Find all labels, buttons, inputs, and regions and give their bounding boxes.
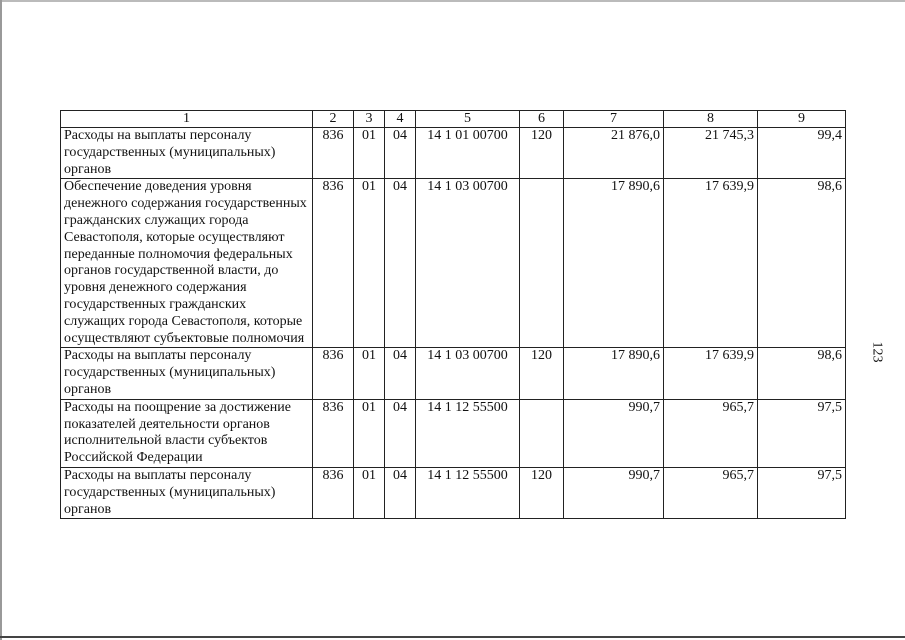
row-target-article: 14 1 01 00700 — [416, 128, 520, 179]
row-fact: 965,7 — [664, 399, 758, 467]
row-expense-type: 120 — [520, 128, 564, 179]
row-section: 01 — [354, 467, 385, 518]
budget-execution-table — [60, 110, 846, 519]
row-name: Расходы на выплаты персоналу государственных (муниципальных) органов — [61, 348, 313, 399]
table-row — [61, 179, 846, 348]
page-edge-left — [0, 0, 2, 640]
row-section: 01 — [354, 128, 385, 179]
row-target-article: 14 1 12 55500 — [416, 399, 520, 467]
row-plan: 990,7 — [564, 467, 664, 518]
row-fact: 17 639,9 — [664, 348, 758, 399]
row-grbs: 836 — [313, 128, 354, 179]
page-number: 123 — [869, 341, 885, 363]
row-grbs: 836 — [313, 399, 354, 467]
col-header-expense-type: 6 — [520, 111, 564, 128]
row-grbs: 836 — [313, 467, 354, 518]
row-plan: 21 876,0 — [564, 128, 664, 179]
row-section: 01 — [354, 348, 385, 399]
row-expense-type: 120 — [520, 467, 564, 518]
row-target-article: 14 1 12 55500 — [416, 467, 520, 518]
header-row — [61, 111, 846, 128]
row-percent: 99,4 — [758, 128, 846, 179]
row-section: 01 — [354, 179, 385, 348]
col-header-name: 1 — [61, 111, 313, 128]
row-expense-type: 120 — [520, 348, 564, 399]
row-fact: 21 745,3 — [664, 128, 758, 179]
row-fact: 965,7 — [664, 467, 758, 518]
row-subsection: 04 — [385, 179, 416, 348]
col-header-grbs: 2 — [313, 111, 354, 128]
row-target-article: 14 1 03 00700 — [416, 179, 520, 348]
row-plan: 17 890,6 — [564, 348, 664, 399]
row-percent: 97,5 — [758, 399, 846, 467]
row-percent: 98,6 — [758, 179, 846, 348]
col-header-target-article: 5 — [416, 111, 520, 128]
col-header-subsection: 4 — [385, 111, 416, 128]
col-header-fact: 8 — [664, 111, 758, 128]
row-plan: 17 890,6 — [564, 179, 664, 348]
page-edge-bottom — [0, 636, 905, 638]
row-name: Расходы на поощрение за достижение показателей деятельности органов исполнительной власти субъектов Российской Федерации — [61, 399, 313, 467]
col-header-section: 3 — [354, 111, 385, 128]
col-header-plan: 7 — [564, 111, 664, 128]
row-grbs: 836 — [313, 348, 354, 399]
row-grbs: 836 — [313, 179, 354, 348]
row-subsection: 04 — [385, 467, 416, 518]
row-expense-type — [520, 399, 564, 467]
row-expense-type — [520, 179, 564, 348]
row-section: 01 — [354, 399, 385, 467]
table-row — [61, 348, 846, 399]
table-row — [61, 467, 846, 518]
row-target-article: 14 1 03 00700 — [416, 348, 520, 399]
row-fact: 17 639,9 — [664, 179, 758, 348]
row-percent: 97,5 — [758, 467, 846, 518]
page-edge-top — [0, 0, 905, 2]
row-percent: 98,6 — [758, 348, 846, 399]
row-subsection: 04 — [385, 348, 416, 399]
table-row — [61, 128, 846, 179]
table-row — [61, 399, 846, 467]
row-name: Расходы на выплаты персоналу государственных (муниципальных) органов — [61, 128, 313, 179]
row-subsection: 04 — [385, 399, 416, 467]
row-plan: 990,7 — [564, 399, 664, 467]
row-name: Обеспечение доведения уровня денежного содержания государственных гражданских служащих города Севастополя, которые осуществляют переданные полномочия федеральных органов государственной власти, до уровня денежного содержания государственных гражданских служащих города Севастополя, которые осуществляют субъектовые полномочия — [61, 179, 313, 348]
row-name: Расходы на выплаты персоналу государственных (муниципальных) органов — [61, 467, 313, 518]
row-subsection: 04 — [385, 128, 416, 179]
col-header-percent: 9 — [758, 111, 846, 128]
